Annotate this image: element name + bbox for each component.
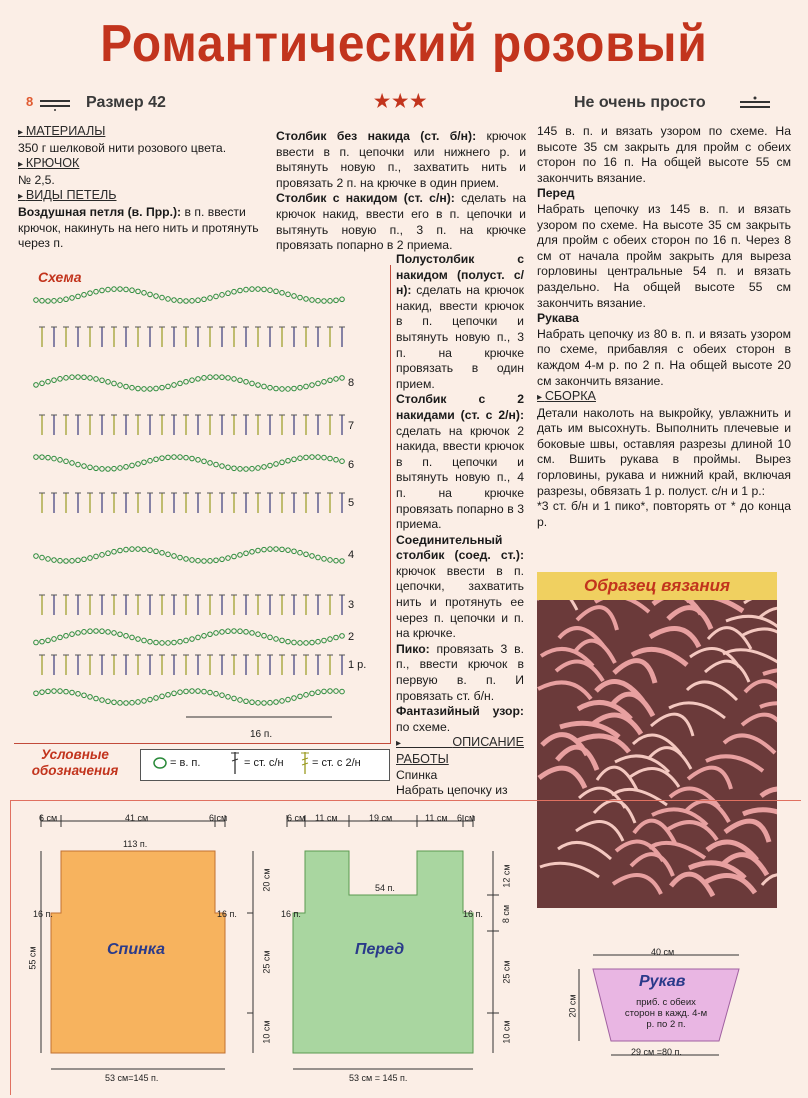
assembly-heading: ▸ СБОРКА xyxy=(537,389,791,406)
sleeve-note: приб. с обеих сторон в кажд. 4-м р. по 2 п. xyxy=(624,997,708,1030)
work-section xyxy=(537,124,791,530)
front-piece-label: Перед xyxy=(355,941,405,958)
back-dim-mid: 41 см xyxy=(125,813,149,823)
pattern-diagrams xyxy=(10,800,801,1095)
crochet-chart xyxy=(14,265,391,744)
back-side-right: 16 п. xyxy=(217,909,237,919)
front-r10: 10 см xyxy=(501,1020,512,1044)
legend-vp: = в. п. xyxy=(170,757,201,769)
front-side-right: 16 п. xyxy=(463,909,483,919)
chart-label: Схема xyxy=(38,269,82,285)
stitch-def: Полустолбик с накидом (полуст. с/н): сделать на крючок накид, ввести крючок в п. цепочки и вытянуть новую п., 3 п. на крючке провязать в один прием. xyxy=(396,252,524,391)
materials-text: 350 г шелковой нити розового цвета. xyxy=(18,140,227,155)
row-label-8: 8 xyxy=(348,377,355,389)
meta-bar xyxy=(26,92,786,116)
front-dim-5: 6 см xyxy=(457,813,476,823)
difficulty-label: Не очень просто xyxy=(574,94,706,111)
stitch-def: Столбик с 2 накидами (ст. с 2/н): сделать на крючок 2 накида, ввести крючок в п. цепочки и вытянуть новую п., 4 п. на крючке провязать попарно в 3 приема. xyxy=(396,392,524,532)
materials-section xyxy=(18,124,266,252)
front-dim-4: 11 см xyxy=(425,813,448,823)
stitch-def: Столбик без накида (ст. б/н): крючок ввести в п. цепочки или нижнего р. и вытянуть новую п., захватить нить и провязать 2 п. на крючке в один прием. xyxy=(276,129,526,190)
front-bottom: 53 см = 145 п. xyxy=(349,1073,408,1083)
row-label-4: 4 xyxy=(348,549,355,561)
front-text: Набрать цепочку из 145 в. п. и вязать узором по схеме. На высоте 35 см закрыть для пройм с обеих сторон по 16 п. Через 8 см от начала пройм закрыть для выреза горловины центральные 54 п. и вязать раздельно. На общей высоте 55 см закончить вязание. xyxy=(537,201,791,310)
front-heading: Перед xyxy=(537,186,575,201)
legend-title: Условные обозначения xyxy=(31,747,119,778)
stitch-def: Столбик с накидом (ст. с/н): сделать на крючок накид, ввести его в п. цепочки и вытянуть новую п., 3 п. на крючке провязать попарно в 2 приема. xyxy=(276,191,526,253)
size-label: Размер 42 xyxy=(86,94,166,111)
back-dim-right: 6 см xyxy=(209,813,228,823)
back-text-start: Набрать цепочку из xyxy=(396,783,508,798)
assembly-text: Детали наколоть на выкройку, увлажнить и дать им высохнуть. Выполнить плечевые и боковые швы, оставляя разрезы длиной 10 см. Вшить рукава в проймы. Вырез горловины, рукава и нижний край, включая разрезы, обвязать 1 р. полуст. с/н и 1 р.: xyxy=(537,405,791,498)
front-h10: 10 см xyxy=(261,1020,272,1044)
assembly-text-2: *3 ст. б/н и 1 пико*, повторять от * до конца р. xyxy=(537,499,791,529)
front-r8: 8 см xyxy=(501,904,512,924)
sleeve-height: 20 см xyxy=(567,994,578,1018)
sample-title: Образец вязания xyxy=(583,576,731,595)
legend-st2: = ст. с 2/н xyxy=(312,757,361,769)
row-label-3: 3 xyxy=(348,599,355,611)
page-title: Романтический розовый xyxy=(100,15,708,73)
sleeve-text: Набрать цепочку из 80 в. п. и вязать узором по схеме, прибавляя с обеих сторон в каждом 4-м р. по 2 п. На общей высоте 20 см закончить вязание. xyxy=(537,326,791,388)
legend xyxy=(14,743,390,789)
stitch-def: Пико: провязать 3 в. п., ввести крючок в первую в. п. И провязать ст. б/н. xyxy=(396,641,524,703)
sleeve-top: 40 см xyxy=(651,947,675,957)
row-label-7: 7 xyxy=(348,420,355,432)
chain-symbol-icon xyxy=(152,755,168,771)
hook-heading: ▸ КРЮЧОК xyxy=(18,156,266,173)
front-h20: 20 см xyxy=(261,868,272,892)
front-dim-1: 6 см xyxy=(287,813,306,823)
dc-symbol-icon xyxy=(230,751,240,775)
front-side-left: 16 п. xyxy=(281,909,301,919)
sleeve-bottom: 29 см =80 п. xyxy=(631,1047,682,1057)
row-label-1: 1 р. xyxy=(348,659,367,671)
back-side-left: 16 п. xyxy=(33,909,53,919)
size-icon xyxy=(38,98,72,108)
front-r25: 25 см xyxy=(501,960,512,984)
front-dim-3: 19 см xyxy=(369,813,393,823)
front-r12: 12 см xyxy=(501,864,512,888)
front-dim-2: 11 см xyxy=(315,813,338,823)
chain-stitch-desc: Воздушная петля (в. Прр.): в п. ввести крючок, накинуть на него нить и протянуть через п. xyxy=(18,204,259,251)
difficulty-icon xyxy=(738,96,772,115)
back-piece-label: Спинка xyxy=(107,941,165,958)
work-heading: ▸ ОПИСАНИЕ РАБОТЫ xyxy=(396,735,524,767)
stitch-defs-top xyxy=(276,129,526,254)
difficulty-stars: ★★★ xyxy=(374,91,429,111)
row-label-2: 2 xyxy=(348,631,355,643)
back-heading: Спинка xyxy=(396,767,438,782)
sleeve-heading: Рукава xyxy=(537,311,579,326)
row-label-5: 5 xyxy=(348,497,355,509)
chart-symbols xyxy=(14,265,390,743)
front-neck: 54 п. xyxy=(375,883,395,893)
back-bottom: 53 см=145 п. xyxy=(105,1073,159,1083)
size-number: 8 xyxy=(26,94,34,109)
stitch-defs-bottom xyxy=(396,252,524,799)
back-height: 55 см xyxy=(27,946,38,970)
materials-heading: ▸ МАТЕРИАЛЫ xyxy=(18,124,266,141)
back-top-stitches: 113 п. xyxy=(123,839,148,849)
stitch-def: Соединительный столбик (соед. ст.): крючок ввести в п. цепочки, захватить нить и протянуть ее через п. цепочки и п. на крючке. xyxy=(396,532,524,641)
back-text: 145 в. п. и вязать узором по схеме. На высоте 35 см закрыть для пройм с обеих сторон по 16 п. На общей высоте 55 см закончить вязание. xyxy=(537,124,791,185)
repeat-label: 16 п. xyxy=(250,729,273,740)
front-h25: 25 см xyxy=(261,950,272,974)
stitch-types-heading: ▸ ВИДЫ ПЕТЕЛЬ xyxy=(18,188,266,205)
hook-text: № 2,5. xyxy=(18,172,55,187)
tr-symbol-icon xyxy=(300,751,310,775)
back-dim-left: 6 см xyxy=(39,813,58,823)
row-label-6: 6 xyxy=(348,459,355,471)
sleeve-piece-label: Рукав xyxy=(639,973,686,990)
stitch-def: Фантазийный узор: по схеме. xyxy=(396,704,524,734)
legend-st1: = ст. с/н xyxy=(244,757,284,769)
